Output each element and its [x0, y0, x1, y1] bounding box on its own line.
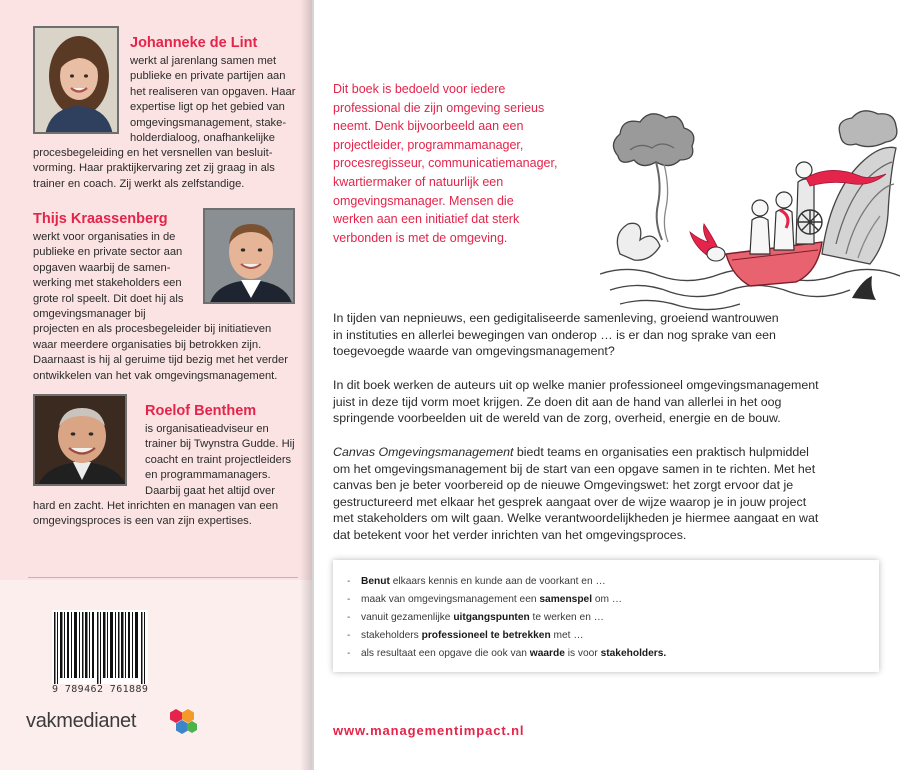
intro-line: omgevingsmanager. Mensen die: [333, 193, 514, 208]
bio-line: grote rol speelt. Dit doet hij als: [33, 292, 184, 305]
author-photo-johanneke: [33, 26, 119, 134]
website-link[interactable]: www.managementimpact.nl: [333, 723, 525, 738]
bio-line: vorming. Haar praktijkervaring zet zij graag in als: [33, 162, 275, 175]
bio-line: projecten en als procesbegeleider bij initiatieven: [33, 323, 272, 336]
key-points-box: [333, 560, 879, 672]
key-point: [347, 612, 604, 623]
intro-line: projectleider, programmamanager,: [333, 137, 524, 152]
bullet-dash: -: [347, 648, 351, 659]
key-point-bold: professioneel te betrekken: [421, 630, 551, 641]
spine-shadow: [300, 0, 314, 770]
key-point-text: elkaars kennis en kunde aan de voorkant en …: [389, 576, 606, 587]
paragraph-line: gestructureerd met elkaar het gesprek aangaat over de wijze waarop je in jouw project: [333, 494, 807, 509]
intro-line: kwartiermaker of natuurlijk een: [333, 174, 504, 189]
intro-text: [333, 80, 598, 247]
bio-line: het realiseren van opgaven. Haar: [130, 85, 296, 98]
bio-line: is organisatieadviseur en: [145, 423, 269, 435]
bio-line: publieke en private sector aan: [33, 246, 183, 259]
paragraph-line: In dit boek werken de auteurs uit op welke manier professioneel omgevingsmanagement: [333, 378, 819, 392]
bio-line: trainer bij Twynstra Gudde. Hij: [145, 438, 295, 451]
canvas-title: Canvas Omgevingsmanagement: [333, 445, 514, 459]
intro-line: professional die zijn omgeving serieus: [333, 100, 545, 115]
bio-line: omgevingsproces is een van zijn expertises.: [33, 515, 252, 528]
author-name: Johanneke de Lint: [130, 35, 258, 51]
author-photo-roelof: [33, 394, 127, 486]
author-bio: [145, 422, 295, 499]
bio-line: trainer en coach. Zij werkt als zelfstandige.: [33, 177, 245, 190]
bullet-dash: -: [347, 576, 351, 587]
bio-line: omgevingsmanager bij: [33, 308, 146, 321]
bio-line: werkt al jarenlang samen met: [130, 55, 277, 67]
author-bio-wide: [33, 499, 278, 530]
key-point-text: stakeholders: [361, 630, 422, 641]
intro-line: Dit boek is bedoeld voor iedere: [333, 82, 506, 96]
bio-line: werking met stakeholders een: [33, 277, 182, 290]
key-point-bold: waarde: [529, 648, 565, 659]
author-name: Thijs Kraassenberg: [33, 211, 168, 227]
barcode: [52, 610, 148, 684]
paragraph-3: [333, 444, 893, 543]
storm-boat-illustration: [600, 104, 900, 314]
bullet-dash: -: [347, 630, 351, 641]
bio-line: ontwikkelen van het vak omgevingsmanagement.: [33, 369, 278, 382]
paragraph-line: [333, 444, 893, 461]
bio-line: en programmamanagers.: [145, 469, 271, 482]
key-point-text: te werken en …: [529, 612, 604, 623]
key-point-text: met …: [550, 630, 584, 641]
key-point-text: om …: [592, 594, 623, 605]
key-point-bold: samenspel: [539, 594, 593, 605]
key-point: [347, 630, 584, 641]
paragraph-line: juist in deze tijd vorm moet krijgen. Ze doen dit aan de hand van allerlei in het oog: [333, 394, 782, 409]
paragraph-line: canvas ben je beter voorbereid op de nieuwe Omgevingswet: het zorgt ervoor dat je: [333, 478, 794, 492]
bio-line: werkt voor organisaties in de: [33, 231, 176, 243]
paragraph-line: In tijden van nepnieuws, een gedigitaliseerde samenleving, groeiend wantrouwen: [333, 311, 779, 325]
key-point-bold: uitgangspunten: [453, 612, 530, 623]
key-point: [347, 594, 622, 605]
intro-line: werken aan een initiatief dat sterk: [333, 212, 520, 227]
panel-divider: [28, 577, 298, 578]
bio-line: opgaven waarbij de samen-: [33, 261, 171, 274]
paragraph-1: [333, 310, 893, 360]
bullet-dash: -: [347, 612, 351, 623]
bio-line: coacht en traint projectleiders: [145, 453, 292, 466]
bullet-dash: -: [347, 594, 351, 605]
key-point-text: als resultaat een opgave die ook van: [361, 648, 530, 659]
author-photo-thijs: [203, 208, 295, 304]
intro-line: neemt. Denk bijvoorbeeld aan een: [333, 119, 524, 134]
paragraph-line: om het omgevingsmanagement bij de start van een opgave samen in te richten. Met het: [333, 461, 816, 476]
bio-line: holderdialoog, onafhankelijke: [130, 132, 275, 145]
isbn-number: 9 789462 761889: [52, 684, 149, 695]
intro-line: verbonden is met de omgeving.: [333, 230, 508, 245]
bio-line: procesbegeleiding en het versnellen van besluit-: [33, 147, 273, 159]
bio-line: publieke en private partijen aan: [130, 70, 286, 83]
key-point-bold: stakeholders.: [600, 648, 667, 659]
publisher-name: vakmedianet: [26, 710, 137, 732]
bio-line: Daarnaast is hij al geruime tijd bezig met het verder: [33, 354, 288, 367]
author-bio-wide: [33, 146, 275, 192]
paragraph-2: [333, 377, 893, 427]
intro-line: procesregisseur, communicatiemanager,: [333, 156, 558, 171]
bio-line: omgevingsmanagement, stake-: [130, 116, 287, 129]
author-name: Roelof Benthem: [145, 403, 257, 419]
author-bio: [130, 54, 295, 146]
key-point-text: is voor: [564, 648, 601, 659]
bio-line: expertise ligt op het gebied van: [130, 101, 285, 114]
key-point-bold: Benut: [361, 576, 390, 587]
key-point-text: vanuit gezamenlijke: [361, 612, 454, 623]
paragraph-line: met stakeholders om wilt gaan. Welke verantwoordelijkheden je hiermee aangaat en wat: [333, 511, 819, 525]
key-point-text: maak van omgevingsmanagement een: [361, 594, 540, 605]
barcode-area: [0, 580, 312, 770]
paragraph-line: in instituties en allerlei bewegingen van onderop … is er dan nog sprake van een: [333, 327, 776, 342]
paragraph-text: biedt teams en organisaties een praktisch hulpmiddel: [513, 445, 809, 459]
bio-line: waar meerdere organisaties bij betrokken zijn.: [33, 338, 262, 351]
paragraph-line: toegevoegde waarde van omgevingsmanagement?: [333, 344, 615, 358]
paragraph-line: springende voorbeelden uit de wereld van de zorg, overheid, energie en de bouw.: [333, 411, 781, 425]
bio-line: Daarbij gaat het altijd over: [145, 484, 275, 497]
publisher-logo-icon: [168, 707, 198, 737]
paragraph-line: dat betekent voor het verder inrichten van het omgevingsproces.: [333, 527, 687, 542]
key-point: [347, 576, 606, 587]
key-point: [347, 648, 666, 659]
bio-line: hard en zacht. Het inrichten en managen van een: [33, 500, 279, 512]
